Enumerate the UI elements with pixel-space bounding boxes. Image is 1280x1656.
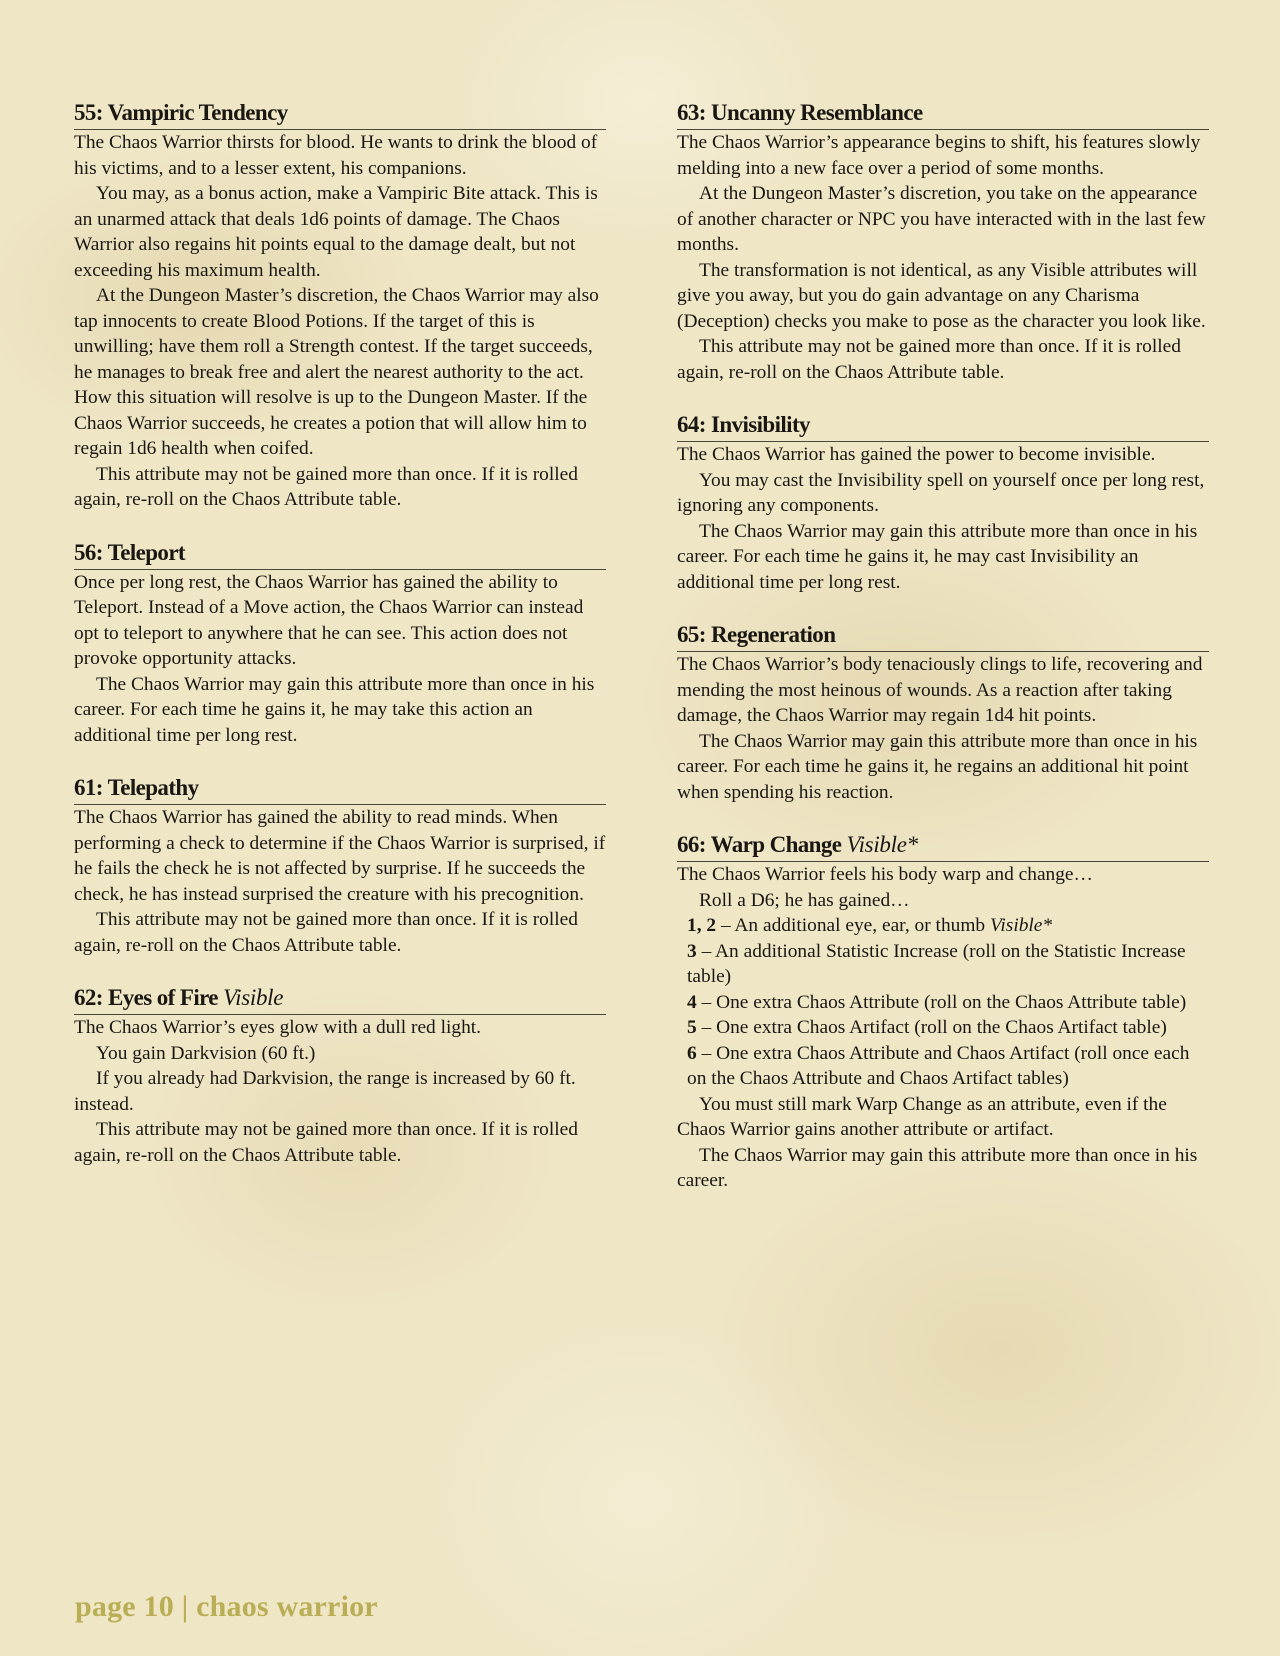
roll-entry [677,990,1209,1016]
paragraph: You must still mark Warp Change as an attribute, even if the Chaos Warrior gains another attribute or artifact. [677,1093,1167,1140]
section-title: 55: Vampiric Tendency [74,98,606,130]
section-teleport [74,538,606,749]
section-title-text: 62: Eyes of Fire [74,985,218,1010]
paragraph: If you already had Darkvision, the range is increased by 60 ft. instead. [74,1068,576,1115]
page-footer: page 10 | chaos warrior [75,1590,378,1623]
paragraph: The Chaos Warrior has gained the power to become invisible. [677,444,1156,465]
section-title [677,830,1209,862]
paragraph: The transformation is not identical, as any Visible attributes will give you away, but you do gain advantage on any Charisma (Deception) checks you make to pose as the character you look like. [677,259,1206,332]
paragraph: The Chaos Warrior thirsts for blood. He wants to drink the blood of his victims, and to a lesser extent, his companions. [74,132,598,179]
paragraph: You gain Darkvision (60 ft.) [96,1042,316,1064]
paragraph: The Chaos Warrior’s appearance begins to shift, his features slowly melding into a new face over a period of some months. [677,132,1201,179]
paragraph: The Chaos Warrior’s eyes glow with a dull red light. [74,1017,482,1038]
section-title: 56: Teleport [74,538,606,570]
roll-tag: Visible* [989,915,1053,936]
paragraph: The Chaos Warrior may gain this attribute more than once in his career. For each time he gains it, he may cast Invisibility an additional time per long rest. [677,520,1198,593]
paragraph: Roll a D6; he has gained… [699,889,910,911]
visible-tag: Visible [223,985,284,1010]
section-title: 64: Invisibility [677,410,1209,442]
paragraph: This attribute may not be gained more than once. If it is rolled again, re-roll on the Chaos Attribute table. [74,1119,578,1166]
section-warp-change [677,830,1209,1194]
paragraph: This attribute may not be gained more than once. If it is rolled again, re-roll on the Chaos Attribute table. [74,463,578,510]
visible-tag: Visible* [846,832,918,857]
section-eyes-of-fire [74,983,606,1168]
paragraph: The Chaos Warrior may gain this attribute more than once in his career. [677,1144,1198,1191]
paragraph: At the Dungeon Master’s discretion, you take on the appearance of another character or NPC you have interacted with in the last few months. [677,183,1206,255]
section-title: 63: Uncanny Resemblance [677,98,1209,130]
paragraph: You may, as a bonus action, make a Vampiric Bite attack. This is an unarmed attack that deals 1d6 points of damage. The Chaos Warrior also regains hit points equal to the damage dealt, but not exceeding his maximum health. [74,183,598,281]
roll-entry [677,1015,1209,1041]
roll-number: 1, 2 [687,915,717,936]
roll-entry [677,1041,1209,1092]
roll-entry [677,913,1209,939]
section-title [74,983,606,1015]
paragraph: This attribute may not be gained more than once. If it is rolled again, re-roll on the Chaos Attribute table. [677,336,1181,383]
roll-text: – One extra Chaos Attribute and Chaos Artifact (roll once each on the Chaos Attribute and Chaos Artifact tables) [687,1042,1190,1089]
roll-text: – One extra Chaos Attribute (roll on the Chaos Attribute table) [701,991,1187,1013]
paragraph: The Chaos Warrior feels his body warp and change… [677,864,1093,885]
section-title-text: 66: Warp Change [677,832,842,857]
roll-text: – An additional eye, ear, or thumb [720,915,986,936]
roll-text: – An additional Statistic Increase (roll on the Statistic Increase table) [687,940,1186,987]
section-vampiric-tendency [74,98,606,513]
paragraph: The Chaos Warrior’s body tenaciously clings to life, recovering and mending the most heinous of wounds. As a reaction after taking damage, the Chaos Warrior may regain 1d4 hit points. [677,654,1203,726]
section-regeneration [677,620,1209,805]
paragraph: The Chaos Warrior may gain this attribute more than once in his career. For each time he gains it, he regains an additional hit point when spending his reaction. [677,730,1198,803]
paragraph: The Chaos Warrior may gain this attribute more than once in his career. For each time he gains it, he may take this action an additional time per long rest. [74,673,595,746]
section-title: 65: Regeneration [677,620,1209,652]
roll-text: – One extra Chaos Artifact (roll on the Chaos Artifact table) [701,1017,1167,1038]
paragraph: This attribute may not be gained more than once. If it is rolled again, re-roll on the Chaos Attribute table. [74,909,578,956]
paragraph: Once per long rest, the Chaos Warrior has gained the ability to Teleport. Instead of a Move action, the Chaos Warrior can instead opt to teleport to anywhere that he can see. This action does not provoke opportunity attacks. [74,571,584,669]
section-uncanny-resemblance [677,98,1209,385]
section-telepathy [74,773,606,958]
section-title: 61: Telepathy [74,773,606,805]
left-column [74,98,606,1193]
roll-number: 3 [687,940,697,962]
paragraph: The Chaos Warrior has gained the ability to read minds. When performing a check to determine if the Chaos Warrior is surprised, if he fails the check he is not affected by surprise. If he succeeds the check, he has instead surprised the creature with his precognition. [74,807,606,905]
right-column [677,98,1209,1219]
paragraph: At the Dungeon Master’s discretion, the Chaos Warrior may also tap innocents to create Blood Potions. If the target of this is unwilling; have them roll a Strength contest. If the target succeeds, he manages to break free and alert the nearest authority to the act. How this situation will resolve is up to the Dungeon Master. If the Chaos Warrior succeeds, he creates a potion that will allow him to regain 1d6 health when coifed. [74,285,599,459]
section-invisibility [677,410,1209,595]
roll-entry [677,939,1209,990]
roll-number: 6 [687,1042,697,1064]
roll-number: 5 [687,1017,697,1038]
paragraph: You may cast the Invisibility spell on yourself once per long rest, ignoring any components. [677,469,1205,516]
roll-number: 4 [687,991,697,1013]
